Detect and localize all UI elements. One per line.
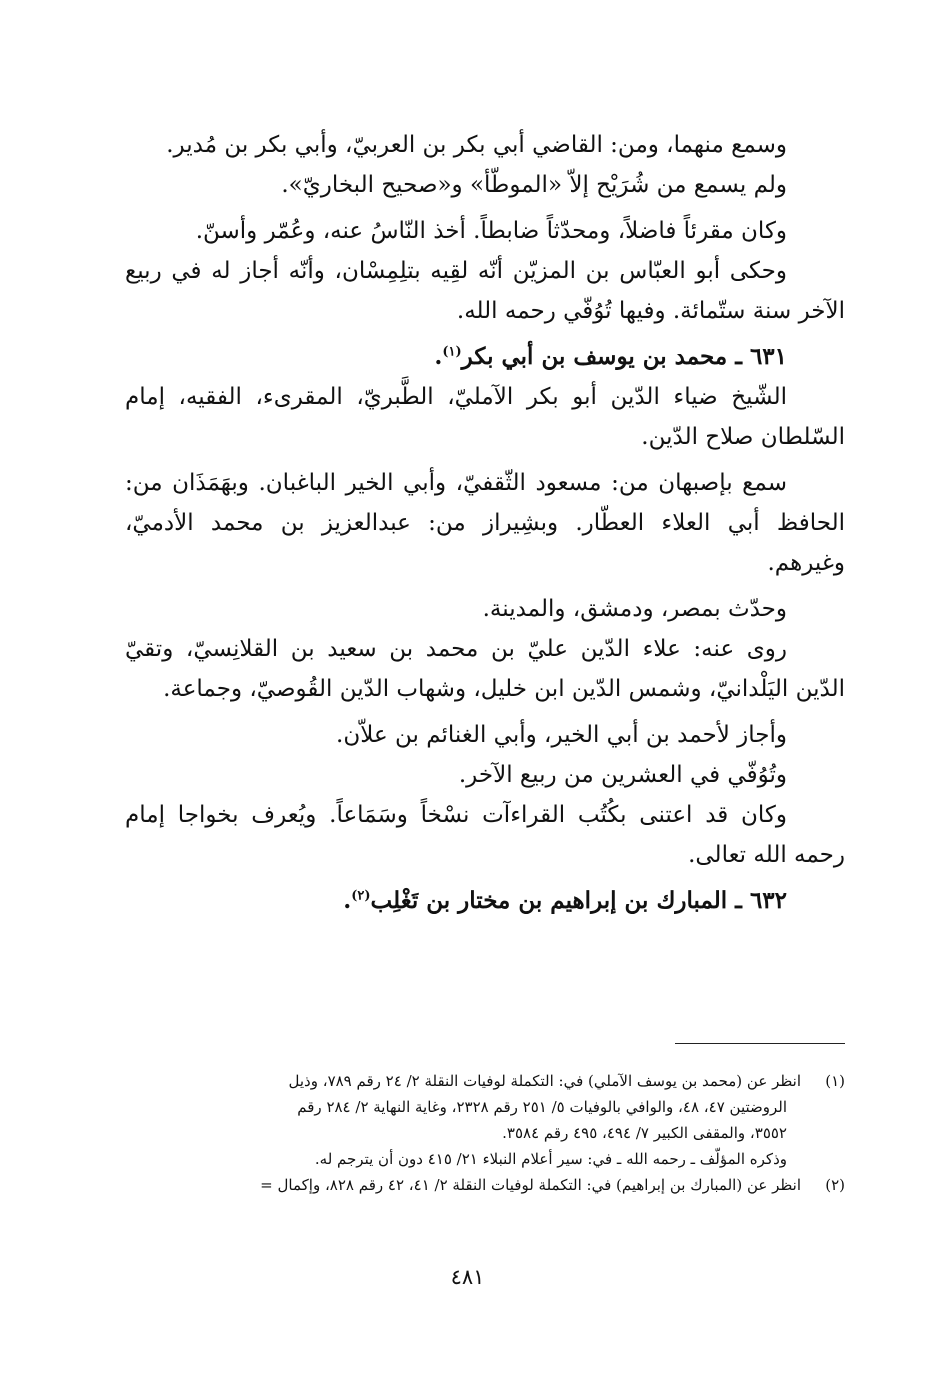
text-line: وكان مقرئاً فاضلاً، ومحدّثاً ضابطاً. أخذ النّاسُ عنه، وعُمّر وأسنّ.: [195, 218, 787, 244]
page-number: ٤٨١: [450, 1265, 485, 1289]
entry-title: ٦٣٢ ـ المبارك بن إبراهيم بن مختار بن تَغْلِب: [370, 887, 787, 914]
text-line: وحكى أبو العبّاس بن المزيّن أنّه لقِيه بتلِمِسْان، وأنّه أجاز له في ربيع: [125, 258, 787, 284]
text-line: الحافظ أبي العلاء العطّار. وبشِيراز من: عبدالعزيز بن محمد الأدميّ،: [125, 510, 845, 536]
entry-heading-632: [125, 881, 845, 921]
footnote-2-line: [125, 1172, 845, 1198]
text-line: السّلطان صلاح الدّين.: [641, 424, 845, 450]
footnote-1-line: [125, 1068, 845, 1094]
text-line: الشّيخ ضياء الدّين أبو بكر الآمليّ، الطَّبريّ، المقرىء، الفقيه، إمام: [125, 384, 787, 410]
footnote-text: ٣٥٥٢، والمقفى الكبير ٧/ ٤٩٤، ٤٩٥ رقم ٣٥٨٤.: [502, 1124, 787, 1142]
text-line: وأجاز لأحمد بن أبي الخير، وأبي الغنائم بن علاّن.: [336, 722, 787, 748]
footnote-text: انظر عن (المبارك بن إبراهيم) في: التكملة لوفيات النقلة ٢/ ٤١، ٤٢ رقم ٨٢٨، وإكمال =: [260, 1176, 801, 1194]
text-line: وسمع منهما، ومن: القاضي أبي بكر بن العربيّ، وأبي بكر بن مُدير.: [166, 132, 787, 158]
entry-end: .: [343, 887, 352, 914]
footnotes: [125, 1068, 845, 1198]
text-line: سمع بإصبهان من: مسعود الثّقفيّ، وأبي الخير الباغبان. وبهَمَذَان من:: [125, 470, 787, 496]
text-line: ولم يسمع من شُرَيْح إلاّ «الموطّأ» و«صحيح البخاريّ».: [281, 172, 787, 198]
entry-title: ٦٣١ ـ محمد بن يوسف بن أبي بكر: [461, 343, 787, 370]
footnote-number: (٢): [825, 1176, 845, 1194]
footnote-ref: (١): [442, 344, 462, 360]
text-line: الدّين اليَلْدانيّ، وشمس الدّين ابن خليل، وشهاب الدّين القُوصيّ، وجماعة.: [163, 676, 845, 702]
entry-heading-631: [125, 337, 845, 377]
footnote-text: وذكره المؤلّف ـ رحمه الله ـ في: سير أعلام النبلاء ٢١/ ٤١٥ دون أن يترجم له.: [314, 1150, 787, 1168]
text-line: وتُوُفّي في العشرين من ربيع الآخر.: [458, 762, 787, 788]
text-line: وكان قد اعتنى بكُتُب القراءآت نسْخاً وسَمَاعاً. ويُعرف بخواجا إمام: [125, 802, 787, 828]
footnote-text: الروضتين ٤٧، ٤٨، والوافي بالوفيات ٥/ ٢٥١ رقم ٢٣٢٨، وغاية النهاية ٢/ ٢٨٤ رقم: [297, 1098, 787, 1116]
footnote-text: انظر عن (محمد بن يوسف الآملي) في: التكملة لوفيات النقلة ٢/ ٢٤ رقم ٧٨٩، وذيل: [288, 1072, 801, 1090]
footnote-separator: [675, 1043, 845, 1044]
text-line: رحمه الله تعالى.: [688, 842, 845, 868]
footnote-ref: (٢): [351, 888, 371, 904]
text-line: روى عنه: علاء الدّين عليّ بن محمد بن سعيد بن القلانِسيّ، وتقيّ: [125, 636, 787, 662]
text-line: وغيرهم.: [767, 550, 845, 576]
text-line: الآخر سنة ستّمائة. وفيها تُوُفّي رحمه الله.: [456, 298, 845, 324]
main-text: [125, 125, 845, 921]
footnote-number: (١): [825, 1072, 845, 1090]
entry-end: .: [434, 343, 443, 370]
text-line: وحدّث بمصر، ودمشق، والمدينة.: [482, 596, 787, 622]
